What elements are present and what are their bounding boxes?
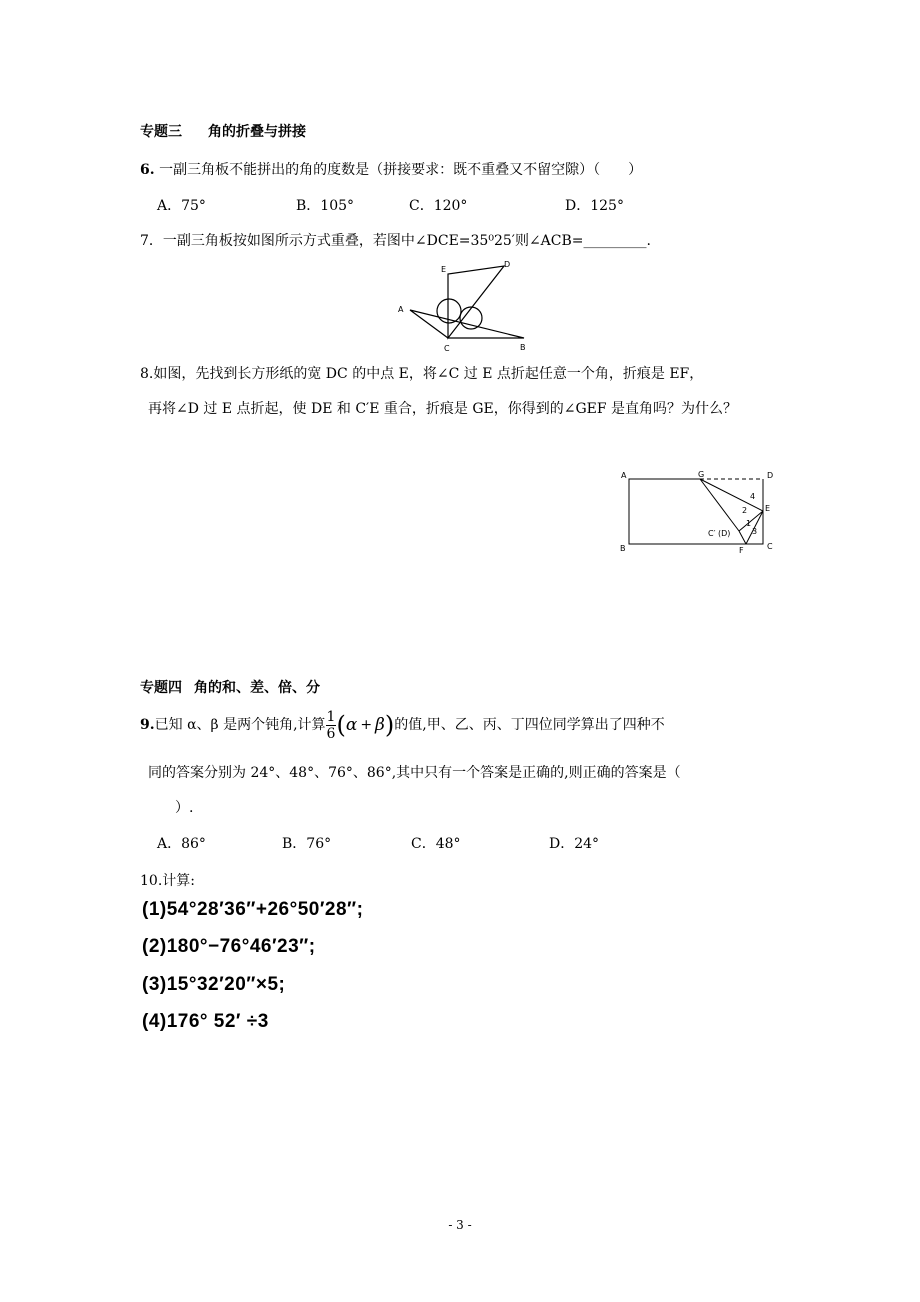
q9-alpha: α: [345, 715, 358, 735]
q8-label-e: E: [765, 504, 771, 513]
q7-label-c: C: [444, 344, 450, 353]
q10-item-1: (1)54°28′36″+26°50′28″;: [142, 899, 364, 920]
q6-option-a: A．75°: [157, 198, 206, 214]
section4-title: 专题四: [140, 680, 182, 696]
section3-subtitle: 角的折叠与拼接: [208, 124, 306, 140]
q10-label: 10.计算:: [140, 873, 195, 889]
q6-option-c: C．120°: [409, 198, 468, 214]
section4-heading: [140, 677, 320, 697]
q8-label-c-prime-d: C′ (D): [708, 529, 731, 538]
q8-label-f: F: [739, 546, 744, 555]
q7-question: 7．一副三角板按如图所示方式重叠，若图中∠DCE=35⁰25′则∠ACB=_________.: [140, 233, 651, 249]
q8-label-4: 4: [750, 492, 756, 501]
q9-open-paren: (: [336, 711, 346, 739]
q10-item-2: (2)180°−76°46′23″;: [142, 936, 316, 957]
q10-item-4: (4)176° 52′ ÷3: [142, 1011, 269, 1032]
q7-label-d: D: [504, 260, 511, 269]
q7-label-a: A: [398, 305, 404, 314]
q9-close-paren: ): [384, 711, 395, 739]
q8-label-g: G: [698, 470, 705, 479]
q8-label-1: 1: [746, 519, 752, 528]
q6-question: [140, 159, 642, 179]
q9-line3: ）.: [175, 800, 194, 816]
q8-line2: 再将∠D 过 E 点折起，使 DE 和 C′E 重合，折痕是 GE，你得到的∠GEF 是直角吗？为什么？: [148, 401, 738, 417]
q8-rectangle-figure: [615, 465, 785, 557]
q8-label-d: D: [767, 471, 774, 480]
q9-option-c: C．48°: [411, 836, 461, 852]
q9-beta: β: [375, 715, 385, 735]
q8-line1: 8.如图，先找到长方形纸的宽 DC 的中点 E，将∠C 过 E 点折起任意一个角，折痕是 EF，: [140, 366, 704, 382]
q6-option-d: D．125°: [565, 198, 624, 214]
q9-plus: +: [360, 717, 373, 733]
q7-label-b: B: [520, 343, 526, 352]
q9-number: 9.: [140, 717, 155, 733]
q9-text-after: 的值,甲、乙、丙、丁四位同学算出了四种不: [394, 717, 665, 733]
section3-heading: [140, 121, 306, 141]
q8-fold-edge-f: [739, 531, 746, 544]
q10-item-3: (3)15°32′20″×5;: [142, 974, 286, 995]
section3-title: 专题三: [140, 124, 182, 140]
q9-option-a: A．86°: [157, 836, 206, 852]
q8-label-3: 3: [752, 527, 758, 536]
q6-number: 6.: [140, 162, 155, 178]
q9-fraction: [326, 710, 337, 741]
q9-text-before: 已知 α、β 是两个钝角,计算: [154, 717, 326, 733]
q8-label-b: B: [620, 544, 626, 553]
q9-question: [140, 706, 665, 744]
q9-line2: 同的答案分别为 24°、48°、76°、86°,其中只有一个答案是正确的,则正确的答案是（: [148, 765, 681, 781]
page-number: - 3 -: [448, 1218, 472, 1232]
q6-text: 一副三角板不能拼出的角的度数是（拼接要求：既不重叠又不留空隙）（ ）: [159, 162, 643, 178]
section4-subtitle: 角的和、差、倍、分: [194, 680, 320, 696]
q9-option-b: B．76°: [282, 836, 332, 852]
q7-triangle-figure: [396, 256, 532, 356]
q8-label-2: 2: [742, 506, 748, 515]
q9-fraction-numerator: 1: [326, 708, 336, 725]
q9-option-d: D．24°: [549, 836, 600, 852]
q6-option-b: B．105°: [296, 198, 355, 214]
q8-label-c: C: [767, 542, 773, 551]
q7-label-e: E: [441, 265, 447, 274]
q8-fold-line: [700, 479, 739, 531]
q8-label-a: A: [621, 471, 627, 480]
q9-fraction-denominator: 6: [326, 725, 336, 742]
